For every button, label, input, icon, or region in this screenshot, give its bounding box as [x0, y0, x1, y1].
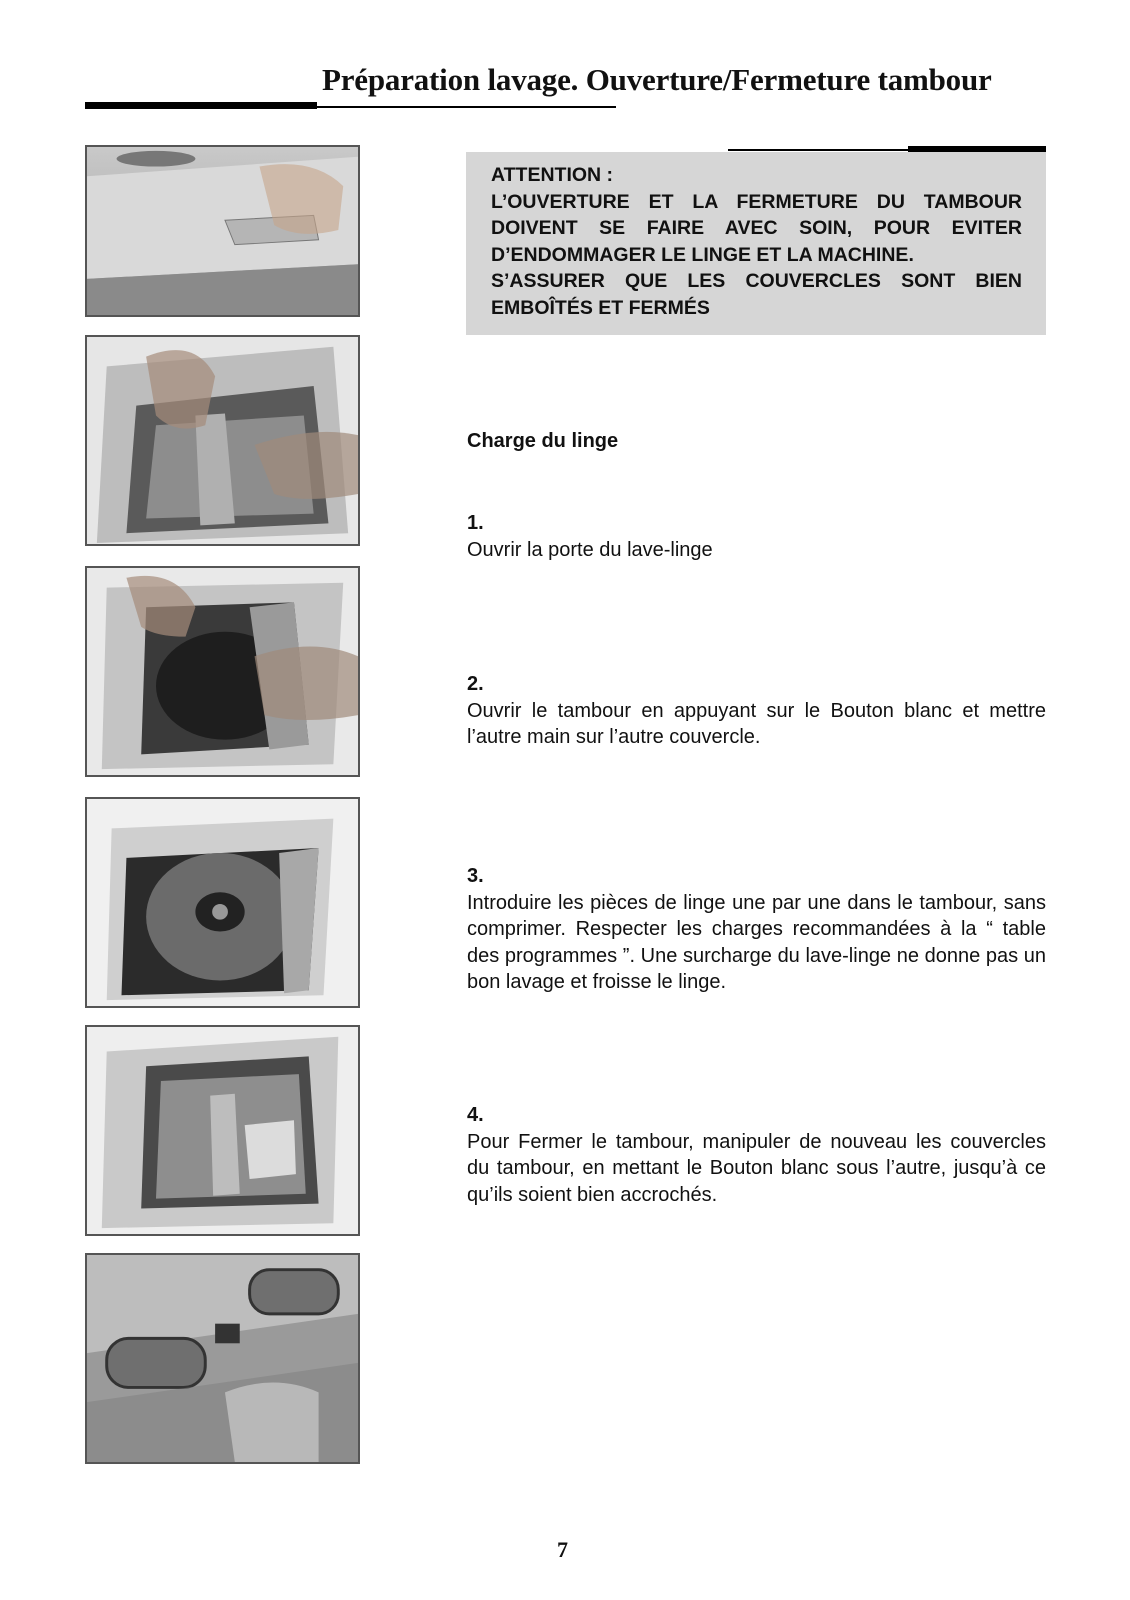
step-1	[467, 510, 1046, 563]
attention-line: L’OUVERTURE ET LA FERMETURE DU TAMBOUR	[491, 190, 1022, 213]
attention-line: S’ASSURER QUE LES COUVERCLES SONT BIEN	[491, 270, 1022, 292]
step-4	[467, 1102, 1046, 1208]
attention-line: DOIVENT SE FAIRE AVEC SOIN, POUR EVITER	[491, 217, 1022, 239]
step-number: 1.	[467, 512, 484, 534]
title-underline-thin	[317, 106, 616, 108]
section-heading: Charge du linge	[467, 430, 619, 452]
page-number: 7	[557, 1537, 568, 1562]
step-text: Pour Fermer le tambour, manipuler de nouveau les couvercles du tambour, en mettant le Bouton blanc sous l’autre, jusqu’à ce qu’ils soient bien accrochés.	[467, 1130, 1046, 1206]
photo-machine-lid	[85, 145, 360, 317]
title-underline-thick	[85, 102, 317, 109]
step-text: Ouvrir la porte du lave-linge	[467, 538, 713, 561]
page-title: Préparation lavage. Ouverture/Fermeture tambour	[322, 62, 992, 97]
step-number: 2.	[467, 673, 484, 695]
step-3	[467, 863, 1046, 996]
photo-closing-drum	[85, 1025, 360, 1236]
photo-open-door	[85, 335, 360, 546]
step-number: 3.	[467, 865, 484, 887]
step-text: Introduire les pièces de linge une par une dans le tambour, sans comprimer. Respecter les charges recommandées à la “ table des programmes ”. Une surcharge du lave-linge ne donne pas un bon lavage et froisse le linge.	[467, 891, 1046, 993]
attention-line: EMBOÎTÉS ET FERMÉS	[491, 296, 710, 319]
photo-drum-inside	[85, 797, 360, 1008]
step-2	[467, 671, 1046, 751]
attention-top-rule-thin	[728, 149, 908, 151]
step-number: 4.	[467, 1104, 484, 1126]
attention-line: ATTENTION :	[491, 164, 614, 186]
photo-open-drum	[85, 566, 360, 777]
photo-white-button-detail	[85, 1253, 360, 1464]
attention-box	[466, 152, 1046, 335]
step-text: Ouvrir le tambour en appuyant sur le Bouton blanc et mettre l’autre main sur l’autre couvercle.	[467, 699, 1046, 748]
attention-line: D’ENDOMMAGER LE LINGE ET LA MACHINE.	[491, 243, 914, 266]
